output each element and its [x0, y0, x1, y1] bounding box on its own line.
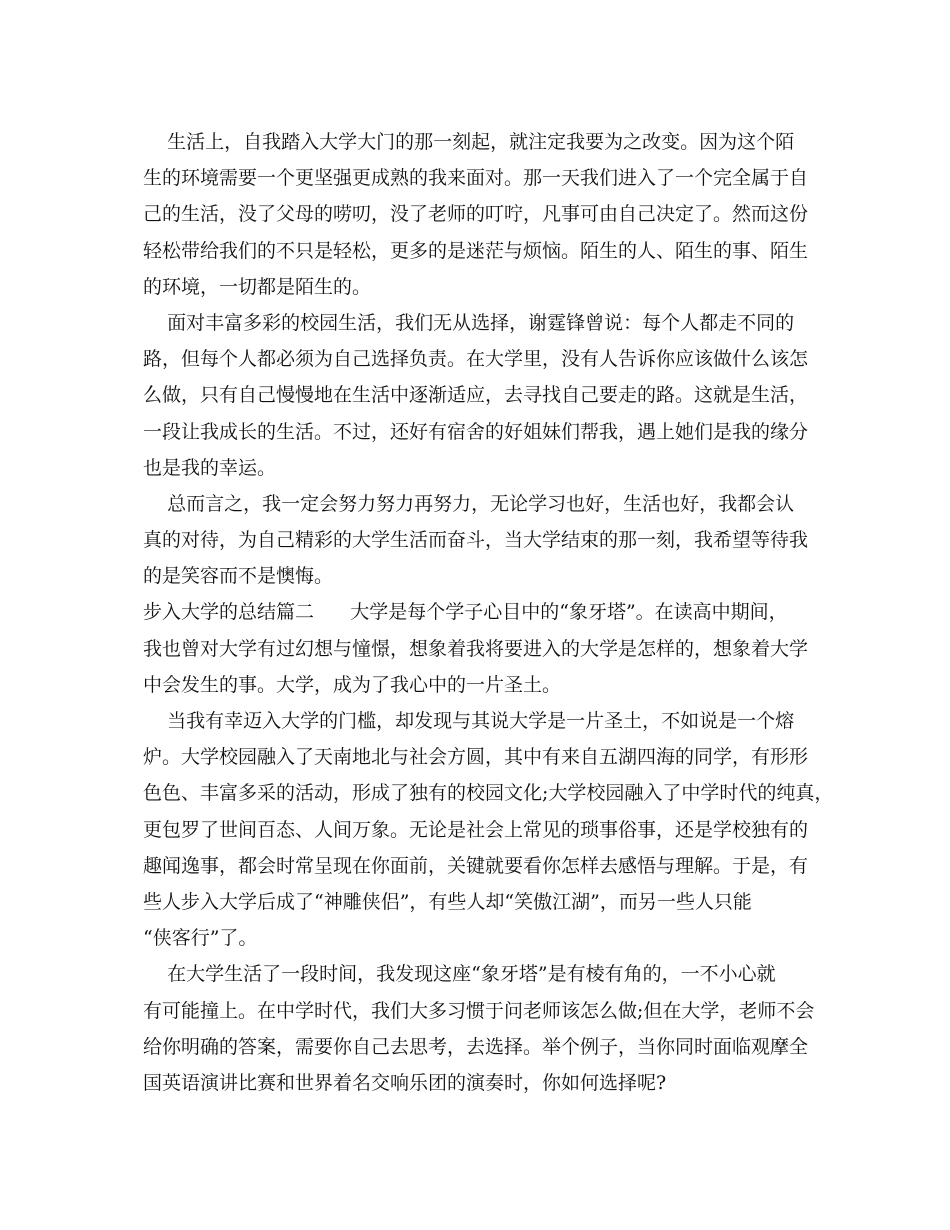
text-line: 给你明确的答案，需要你自己去思考，去选择。举个例子，当你同时面临观摩全: [143, 1035, 809, 1058]
text-line: 在大学生活了一段时间，我发现这座“象牙塔”是有棱有角的，一不小心就: [143, 963, 776, 986]
text-line: 的是笑容而不是懊悔。: [143, 565, 334, 588]
text-line: 我也曾对大学有过幻想与憧憬，想象着我将要进入的大学是怎样的，想象着大学: [143, 637, 809, 660]
text-line: 真的对待，为自己精彩的大学生活而奋斗，当大学结束的那一刻，我希望等待我: [143, 529, 809, 552]
text-line: 炉。大学校园融入了天南地北与社会方圆，其中有来自五湖四海的同学，有形形: [143, 746, 809, 769]
text-line: 中会发生的事。大学，成为了我心中的一片圣土。: [143, 673, 562, 696]
text-line: 些人步入大学后成了“神雕侠侣”，有些人却“笑傲江湖”，而另一些人只能: [143, 890, 752, 913]
text-line: 路，但每个人都必须为自己选择负责。在大学里，没有人告诉你应该做什么该怎: [143, 348, 809, 371]
text-line: 当我有幸迈入大学的门槛，却发现与其说大学是一片圣土，不如说是一个熔: [143, 710, 795, 732]
text-line: 也是我的幸运。: [143, 456, 277, 479]
text-line: 的环境，一切都是陌生的。: [143, 275, 372, 298]
text-line: 轻松带给我们的不只是轻松，更多的是迷茫与烦恼。陌生的人、陌生的事、陌生: [143, 239, 809, 262]
text-line: 总而言之，我一定会努力努力再努力，无论学习也好，生活也好，我都会认: [143, 492, 795, 515]
text-line: 己的生活，没了父母的唠叨，没了老师的叮咛，凡事可由自己决定了。然而这份: [143, 203, 809, 226]
text-line: 生活上，自我踏入大学大门的那一刻起，就注定我要为之改变。因为这个陌: [143, 131, 795, 153]
section-heading-line: 步入大学的总结篇二 大学是每个学子心目中的“象牙塔”。在读高中期间，: [143, 601, 788, 624]
text-line: 生的环境需要一个更坚强更成熟的我来面对。那一天我们进入了一个完全属于自: [143, 167, 809, 190]
text-line: “侠客行”了。: [143, 927, 258, 950]
text-line: 么做，只有自己慢慢地在生活中逐渐适应，去寻找自己要走的路。这就是生活，: [143, 384, 809, 407]
text-line: 色色、丰富多采的活动，形成了独有的校园文化;大学校园融入了中学时代的纯真，: [143, 782, 834, 805]
text-line: 一段让我成长的生活。不过，还好有宿舍的好姐妹们帮我，遇上她们是我的缘分: [143, 420, 809, 443]
text-line: 面对丰富多彩的校园生活，我们无从选择，谢霆锋曾说：每个人都走不同的: [143, 311, 795, 334]
text-line: 更包罗了世间百态、人间万象。无论是社会上常见的琐事俗事，还是学校独有的: [143, 818, 809, 841]
text-line: 国英语演讲比赛和世界着名交响乐团的演奏时，你如何选择呢?: [143, 1071, 667, 1094]
text-line: 有可能撞上。在中学时代，我们大多习惯于问老师该怎么做;但在大学，老师不会: [143, 999, 815, 1022]
document-body: [143, 124, 834, 1101]
text-line: 趣闻逸事，都会时常呈现在你面前，关键就要看你怎样去感悟与理解。于是，有: [143, 854, 809, 877]
